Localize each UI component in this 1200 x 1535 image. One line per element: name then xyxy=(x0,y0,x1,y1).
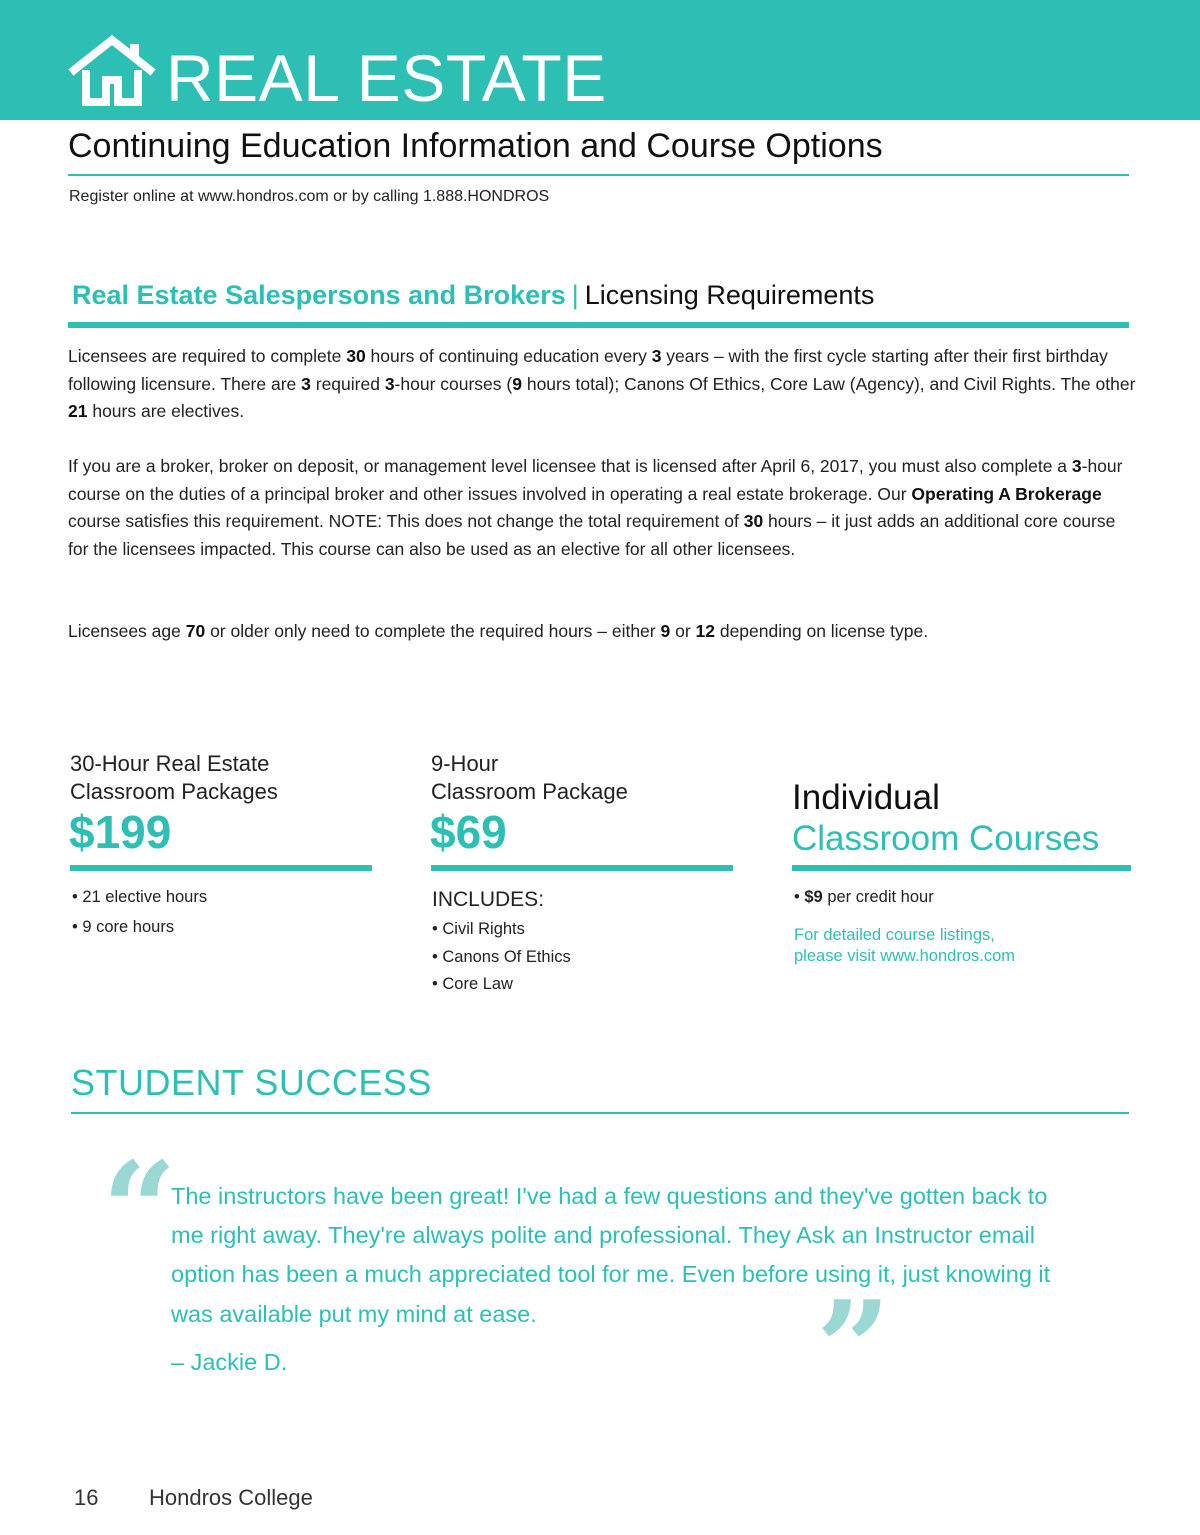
course-listing-note-line1: For detailed course listings, xyxy=(794,926,995,944)
text: course satisfies this requirement. NOTE: This does not change the total requirement of xyxy=(68,511,744,531)
text: If you are a broker, broker on deposit, or management level licensee that is licensed after April 6, 2017, you must also complete a xyxy=(68,456,1072,476)
package-30-bullet: • 21 elective hours xyxy=(72,888,208,906)
page-number: 16 xyxy=(74,1485,99,1510)
individual-divider xyxy=(792,865,1131,871)
text: required xyxy=(310,373,385,394)
testimonial-author: – Jackie D. xyxy=(171,1349,288,1375)
course-name: Operating A Brokerage xyxy=(911,483,1102,504)
number: 30 xyxy=(346,346,366,366)
page-subtitle: Continuing Education Information and Course Options xyxy=(68,127,883,165)
text: hours – it just adds an additional core course for the licensees impacted. This course can also be used as an elective for all other licensees. xyxy=(68,511,1116,559)
text: depending on license type. xyxy=(714,621,929,641)
package-9-bullet: • Canons Of Ethics xyxy=(432,948,571,966)
subtitle-divider xyxy=(68,174,1129,176)
individual-bullet xyxy=(794,886,934,908)
header-banner xyxy=(0,0,1200,120)
student-success-divider xyxy=(71,1112,1129,1114)
broker-paragraph xyxy=(68,453,1138,563)
number: 3 xyxy=(651,346,662,366)
number: 12 xyxy=(695,621,715,641)
student-success-heading: STUDENT SUCCESS xyxy=(71,1062,432,1103)
number: 3 xyxy=(301,373,311,394)
text: Licensees age xyxy=(68,621,186,641)
package-9-title-line1: 9-Hour xyxy=(431,751,499,776)
text: hours are electives. xyxy=(87,401,245,421)
close-quote-icon: ” xyxy=(816,1272,891,1425)
text: hours of continuing education every xyxy=(365,346,652,366)
package-30-title-line1: 30-Hour Real Estate xyxy=(70,751,270,776)
credit-hour-price: $9 xyxy=(804,888,823,906)
section-divider xyxy=(68,322,1129,328)
requirements-paragraph xyxy=(68,343,1138,426)
package-9-bullet: • Core Law xyxy=(432,975,513,993)
register-info: Register online at www.hondros.com or by calling 1.888.HONDROS xyxy=(69,188,550,205)
text: hours total); Canons Of Ethics, Core Law (Agency), and Civil Rights. The other xyxy=(521,373,1136,394)
package-30-title-line2: Classroom Packages xyxy=(70,779,278,804)
text: -hour courses ( xyxy=(394,373,513,394)
package-30-bullet: • 9 core hours xyxy=(72,918,175,936)
house-icon xyxy=(68,34,156,106)
bullet-text: per credit hour xyxy=(822,888,934,906)
section-separator: | xyxy=(571,280,579,310)
package-9-title-line2: Classroom Package xyxy=(431,779,628,804)
text: or xyxy=(670,621,696,641)
text: or older only need to complete the required hours – either xyxy=(205,621,661,641)
package-9-price: $69 xyxy=(430,806,507,858)
bullet-marker: • xyxy=(794,888,805,906)
number: 30 xyxy=(743,511,764,531)
section-heading xyxy=(72,277,874,313)
banner-title: REAL ESTATE xyxy=(166,41,607,115)
package-9-includes-label: INCLUDES: xyxy=(432,888,545,911)
number: 21 xyxy=(68,401,88,421)
number: 9 xyxy=(512,373,522,394)
age-paragraph xyxy=(68,618,1138,646)
text: Licensees are required to complete xyxy=(68,346,347,366)
individual-title-line2: Classroom Courses xyxy=(792,819,1100,858)
footer-college-name: Hondros College xyxy=(149,1485,313,1510)
number: 9 xyxy=(660,621,671,641)
section-title-rest: Licensing Requirements xyxy=(584,280,875,310)
text: years – with the first cycle starting after their first birthday following licensure. There are xyxy=(68,346,1108,394)
course-listing-link[interactable]: please visit www.hondros.com xyxy=(794,947,1016,965)
section-title-bold: Real Estate Salespersons and Brokers xyxy=(72,280,566,310)
package-9-bullet: • Civil Rights xyxy=(432,920,525,938)
individual-title-line1: Individual xyxy=(792,778,940,817)
package-30-price: $199 xyxy=(69,806,172,858)
package-9-divider xyxy=(431,865,733,871)
text: -hour course on the duties of a principal broker and other issues involved in operating a real estate brokerage. Our xyxy=(68,456,1123,504)
package-30-divider xyxy=(70,865,372,871)
number: 3 xyxy=(384,373,395,394)
testimonial-quote: The instructors have been great! I've had a few questions and they've gotten back to me right away. They're always polite and professional. They Ask an Instructor email option has been a much appreciated tool for me. Even before using it, just knowing it was available put my mind at ease. xyxy=(171,1183,1051,1327)
open-quote-icon: “ xyxy=(102,1133,177,1286)
number: 70 xyxy=(185,621,206,641)
number: 3 xyxy=(1071,456,1082,476)
